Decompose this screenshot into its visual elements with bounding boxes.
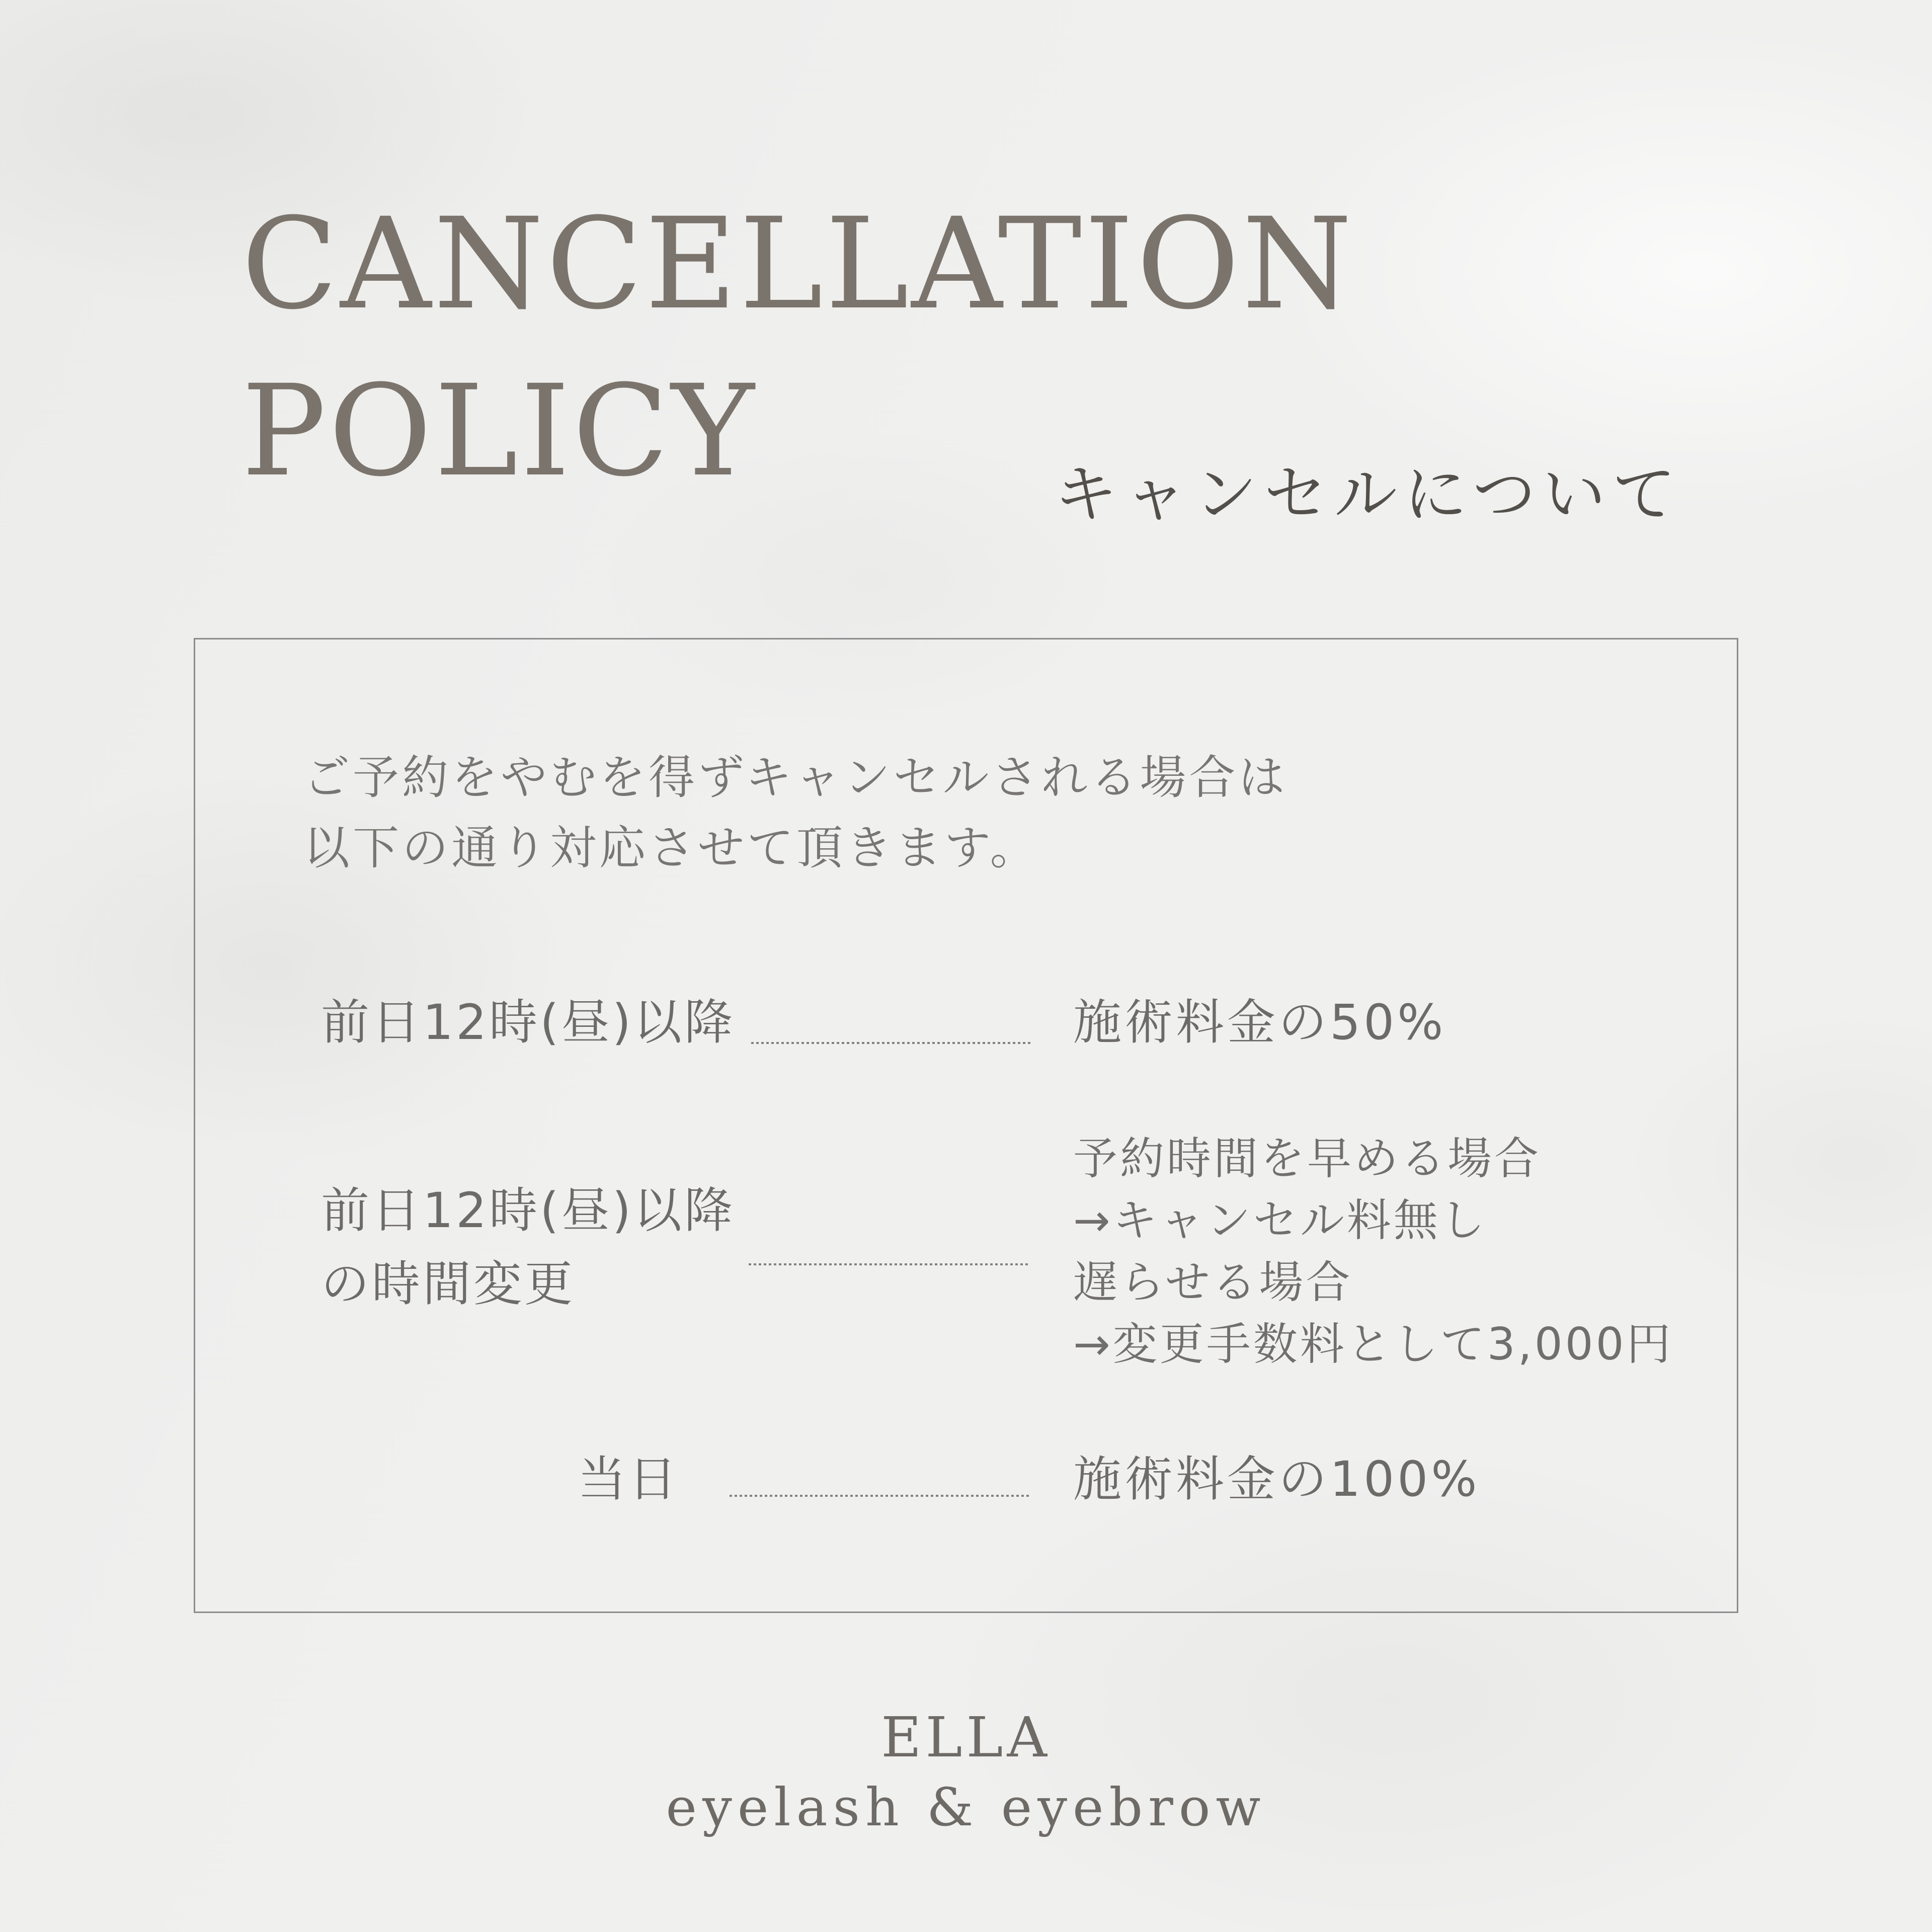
fee-value-100-percent: 施術料金の100%: [1073, 1451, 1480, 1507]
separator-line: [751, 1042, 1030, 1044]
condition-time-change-line2: の時間変更: [321, 1256, 575, 1312]
brand-name: ELLA: [881, 1705, 1051, 1769]
separator-line: [749, 1263, 1030, 1265]
fee-detail-time-change: [1073, 1128, 1673, 1375]
page-title-line2: POLICY: [242, 358, 757, 504]
policy-box: [194, 638, 1738, 1613]
separator-line: [730, 1495, 1031, 1497]
policy-intro-line2: 以下の通り対応させて頂きます。: [303, 821, 1039, 875]
condition-label-day-before: 前日12時(昼)以降: [321, 994, 736, 1051]
condition-label-time-change: [321, 1174, 735, 1321]
subtitle-japanese: キャンセルについて: [1054, 457, 1682, 531]
brand-tagline: eyelash & eyebrow: [666, 1777, 1266, 1838]
fee-detail-line3: 遅らせる場合: [1073, 1256, 1353, 1308]
policy-intro-line1: ご予約をやむを得ずキャンセルされる場合は: [303, 751, 1288, 804]
page-title-line1: CANCELLATION: [242, 191, 1355, 337]
condition-time-change-line1: 前日12時(昼)以降: [321, 1182, 736, 1239]
policy-intro: [303, 743, 1287, 883]
fee-detail-line1: 予約時間を早める場合: [1073, 1133, 1542, 1184]
fee-value-50-percent: 施術料金の50%: [1073, 994, 1446, 1051]
fee-detail-line2: →キャンセル料無し: [1073, 1194, 1487, 1246]
condition-label-same-day: 当日: [578, 1451, 679, 1507]
fee-detail-line4: →変更手数料として3,000円: [1073, 1318, 1673, 1370]
